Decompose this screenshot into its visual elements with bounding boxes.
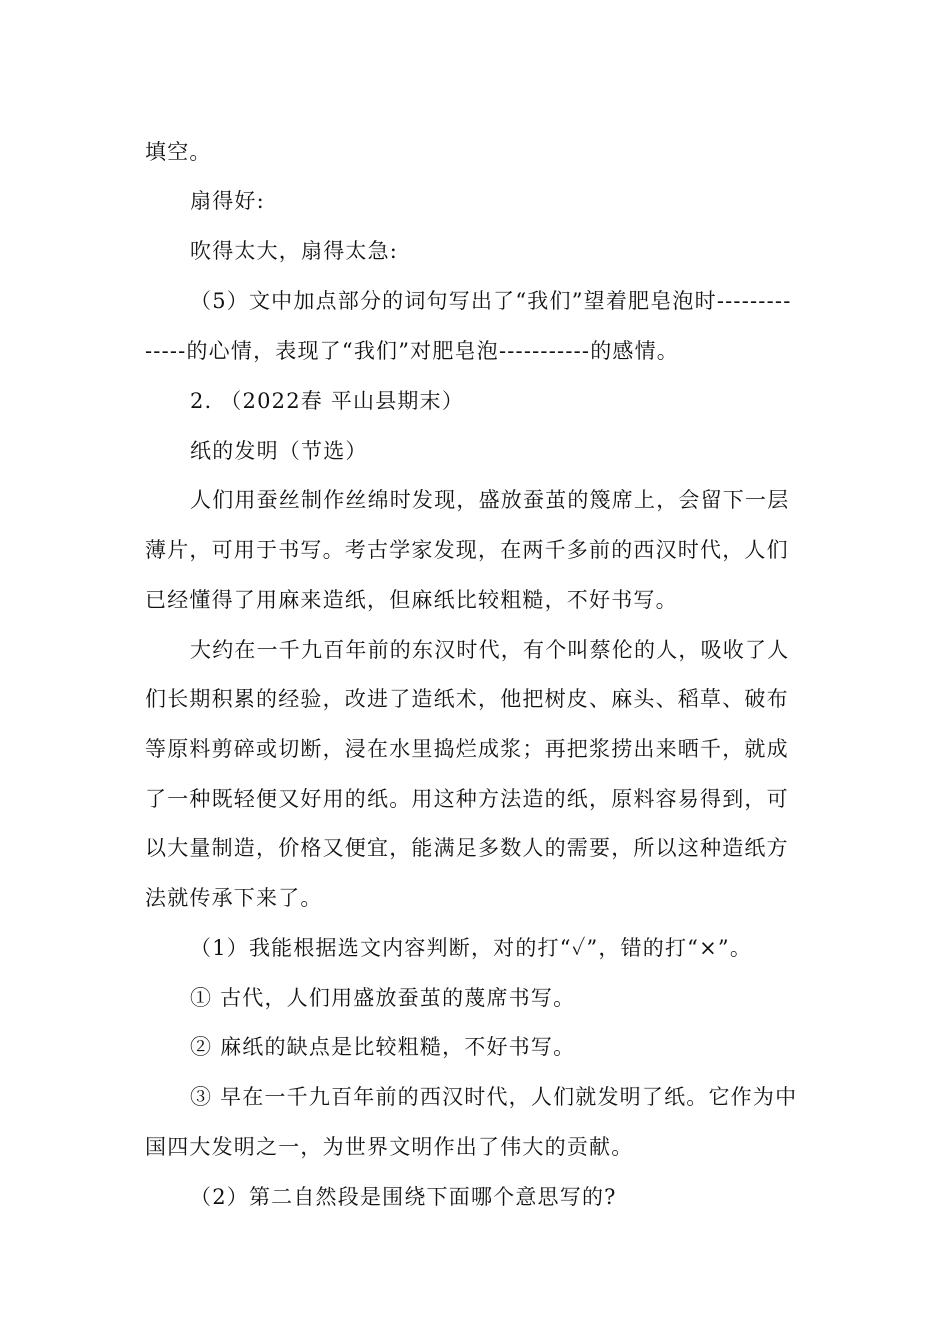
- passage-line: 薄片，可用于书写。考古学家发现，在两千多前的西汉时代，人们: [145, 538, 789, 562]
- question-5-line: -----的心情，表现了“我们”对肥皂泡-----------的感情。: [145, 339, 680, 363]
- text-line: 扇得好:: [190, 189, 265, 213]
- statement-1: ① 古代，人们用盛放蚕茧的蔑席书写。: [190, 986, 576, 1010]
- passage-title: 纸的发明（节选）: [190, 439, 368, 463]
- text-line: 填空。: [145, 140, 212, 164]
- text-line: 吹得太大，扇得太急:: [190, 239, 399, 263]
- passage-line: 大约在一千九百年前的东汉时代，有个叫蔡伦的人，吸收了人: [190, 638, 790, 662]
- statement-3: ③ 早在一千九百年前的西汉时代，人们就发明了纸。它作为中: [190, 1085, 798, 1109]
- passage-line: 们长期积累的经验，改进了造纸术，他把树皮、麻头、稻草、破布: [145, 687, 789, 711]
- passage-line: 法就传承下来了。: [145, 886, 323, 910]
- statement-3: 国四大发明之一，为世界文明作出了伟大的贡献。: [145, 1135, 634, 1159]
- passage-line: 人们用蚕丝制作丝绵时发现，盛放蚕茧的篾席上，会留下一层: [190, 488, 790, 512]
- passage-line: 了一种既轻便又好用的纸。用这种方法造的纸，原料容易得到，可: [145, 787, 789, 811]
- passage-line: 以大量制造，价格又便宜，能满足多数人的需要，所以这种造纸方: [145, 836, 789, 860]
- question-1-line: （1）我能根据选文内容判断，对的打“✓”，错的打“×”。: [190, 936, 753, 960]
- question-2-heading: 2. （2022春 平山县期末）: [190, 389, 465, 413]
- statement-2: ② 麻纸的缺点是比较粗糙，不好书写。: [190, 1035, 576, 1059]
- passage-line: 已经懂得了用麻来造纸，但麻纸比较粗糙，不好书写。: [145, 588, 678, 612]
- passage-line: 等原料剪碎或切断，浸在水里捣烂成浆；再把浆捞出来晒千，就成: [145, 737, 789, 761]
- question-5-line: （5）文中加点部分的词句写出了“我们”望着肥皂泡时---------: [190, 289, 792, 313]
- question-2-line: （2）第二自然段是围绕下面哪个意思写的?: [190, 1185, 617, 1209]
